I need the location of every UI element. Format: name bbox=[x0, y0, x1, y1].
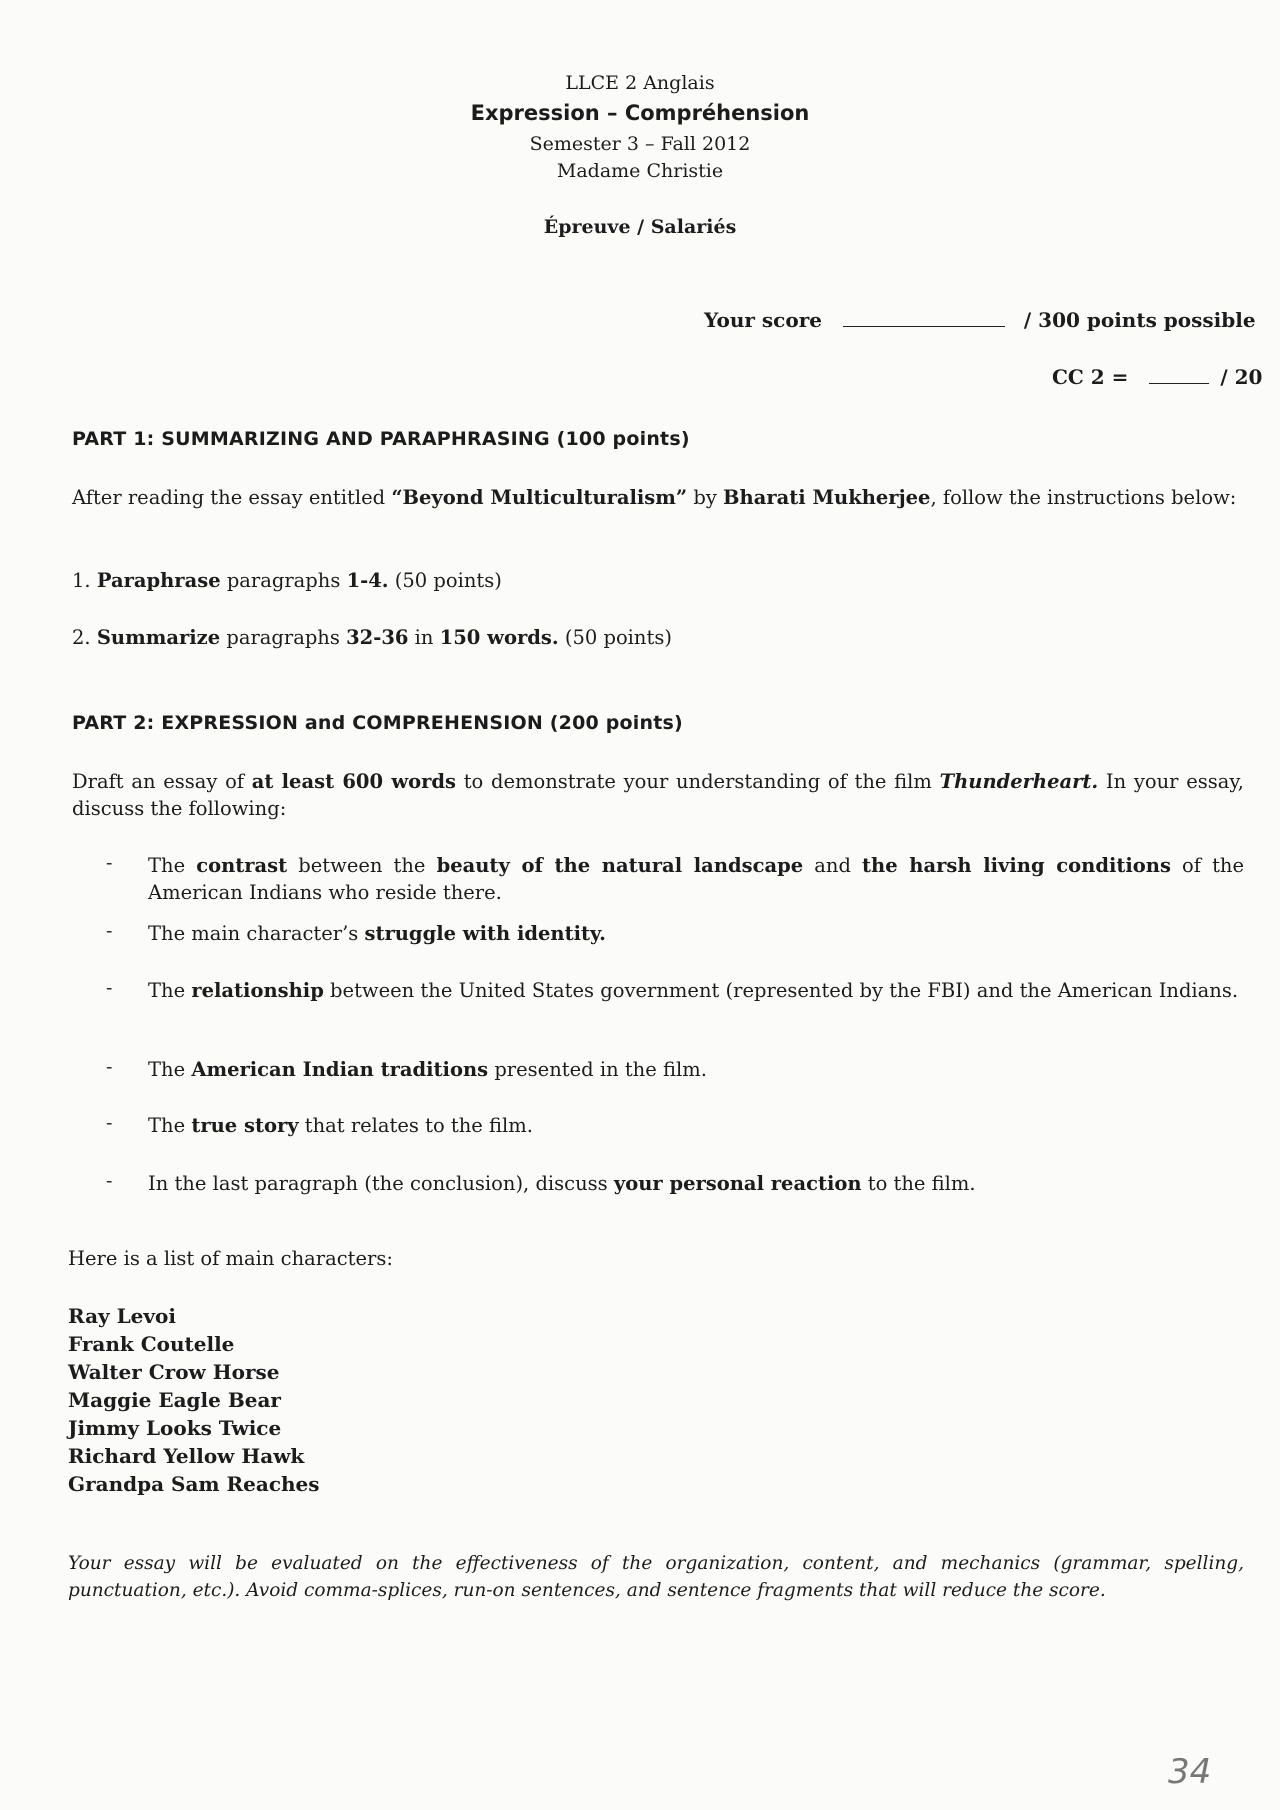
part2-intro: Draft an essay of at least 600 words to demonstrate your understanding of the film Thunderheart. In your essay, discuss the following: bbox=[72, 770, 1244, 820]
evaluation-note: Your essay will be evaluated on the effectiveness of the organization, content, and mechanics (grammar, spelling, punctuation, etc.). Avoid comma-splices, run-on sentences, and sentence fragments that will reduce the score. bbox=[68, 1553, 1244, 1601]
bullet-contrast: The contrast between the beauty of the natural landscape and the harsh living conditions of the American Indians who reside there. bbox=[148, 854, 1245, 904]
score-row bbox=[704, 308, 1256, 332]
part1-heading: PART 1: SUMMARIZING AND PARAPHRASING (100 points) bbox=[72, 428, 690, 450]
bullet-dash: - bbox=[106, 1056, 113, 1078]
essay-title: “Beyond Multiculturalism” bbox=[391, 486, 688, 509]
exam-type: Épreuve / Salariés bbox=[543, 216, 737, 238]
part2-heading: PART 2: EXPRESSION and COMPREHENSION (200 points) bbox=[72, 712, 683, 734]
bullet-true-story: The true story that relates to the film. bbox=[148, 1114, 533, 1137]
character-name: Walter Crow Horse bbox=[68, 1360, 280, 1384]
teacher-name: Madame Christie bbox=[556, 160, 724, 182]
cc-max: / 20 bbox=[1220, 365, 1263, 389]
course-name: LLCE 2 Anglais bbox=[565, 72, 715, 94]
character-name: Ray Levoi bbox=[68, 1304, 176, 1328]
score-blank bbox=[843, 325, 1005, 327]
cc-blank bbox=[1149, 382, 1209, 384]
characters-intro: Here is a list of main characters: bbox=[68, 1247, 393, 1270]
character-list bbox=[68, 1302, 320, 1498]
cc-label: CC 2 = bbox=[1052, 365, 1129, 389]
character-name: Maggie Eagle Bear bbox=[68, 1388, 281, 1412]
bullet-dash: - bbox=[106, 1112, 113, 1134]
page-number: 34 bbox=[1168, 1752, 1212, 1792]
character-name: Frank Coutelle bbox=[68, 1332, 235, 1356]
score-possible: / 300 points possible bbox=[1023, 308, 1256, 332]
bullet-dash: - bbox=[106, 920, 113, 942]
part1-item-1: 1. Paraphrase paragraphs 1-4. (50 points) bbox=[72, 569, 502, 592]
score-label: Your score bbox=[704, 308, 822, 332]
character-name: Jimmy Looks Twice bbox=[68, 1416, 282, 1440]
exam-title: Expression – Compréhension bbox=[470, 101, 810, 125]
character-name: Grandpa Sam Reaches bbox=[68, 1472, 320, 1496]
cc-row bbox=[1052, 365, 1262, 389]
semester: Semester 3 – Fall 2012 bbox=[529, 133, 751, 155]
bullet-dash: - bbox=[106, 1170, 113, 1192]
essay-author: Bharati Mukherjee bbox=[723, 486, 931, 509]
bullet-identity: The main character’s struggle with identity. bbox=[148, 922, 606, 945]
bullet-dash: - bbox=[106, 977, 113, 999]
bullet-dash: - bbox=[106, 852, 113, 874]
character-name: Richard Yellow Hawk bbox=[68, 1444, 305, 1468]
part1-intro: After reading the essay entitled “Beyond Multiculturalism” by Bharati Mukherjee, follow the instructions below: bbox=[72, 486, 1237, 509]
film-title: Thunderheart. bbox=[939, 770, 1099, 793]
bullet-relationship: The relationship between the United States government (represented by the FBI) and the American Indians. bbox=[148, 979, 1239, 1002]
bullet-conclusion: In the last paragraph (the conclusion), discuss your personal reaction to the film. bbox=[148, 1172, 976, 1195]
bullet-traditions: The American Indian traditions presented in the film. bbox=[148, 1058, 707, 1081]
part1-item-2: 2. Summarize paragraphs 32-36 in 150 words. (50 points) bbox=[72, 626, 672, 649]
